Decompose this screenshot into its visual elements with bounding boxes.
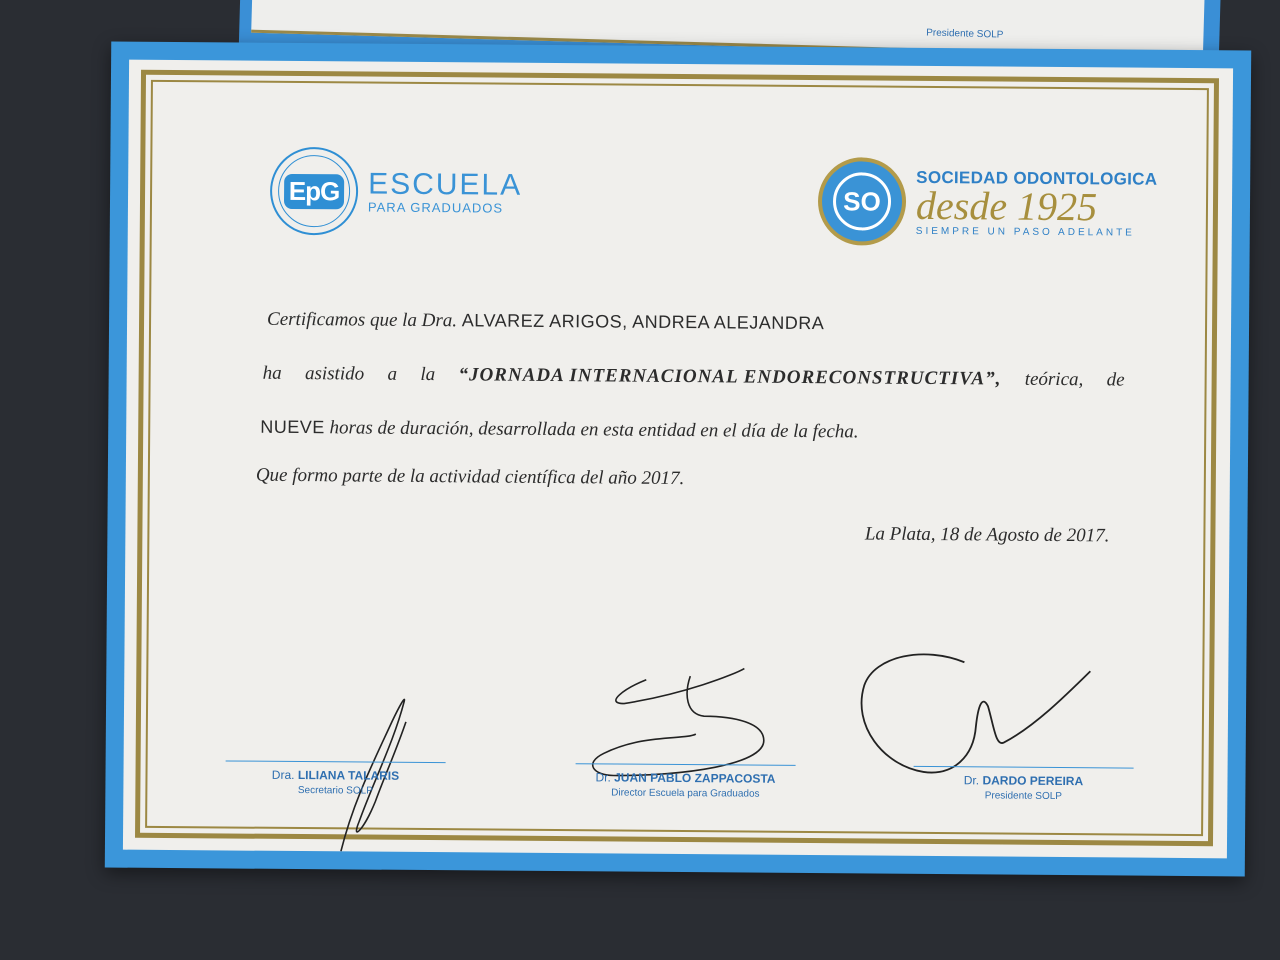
- signatory-name: DARDO PEREIRA: [982, 773, 1084, 789]
- signatory-title: Dr.: [963, 773, 980, 788]
- background-certificate-text: Presidente SOLP: [926, 27, 1004, 41]
- signatory-title: Dra.: [271, 767, 295, 782]
- epg-seal-icon: [270, 147, 359, 236]
- epg-seal-text: EpG: [284, 173, 345, 208]
- certificate: [105, 42, 1251, 877]
- attendance-word: a: [387, 363, 398, 385]
- sociedad-logo: [818, 157, 1158, 248]
- epg-wordmark: [368, 169, 522, 215]
- signatory-role: Director Escuela para Graduados: [611, 787, 760, 800]
- signatory-role: Presidente SOLP: [984, 790, 1063, 803]
- signatory-title: Dr.: [595, 770, 611, 785]
- signature-block: [913, 766, 1133, 803]
- signatory-name: LILIANA TALARIS: [297, 768, 400, 783]
- attendance-word: asistido: [304, 363, 365, 385]
- sociedad-seal-icon: [818, 157, 907, 246]
- sociedad-since: desde 1925: [915, 182, 1098, 229]
- attendance-word: de: [1106, 369, 1125, 391]
- sociedad-title: SOCIEDAD ODONTOLOGICA: [916, 167, 1158, 189]
- certificate-paper: [123, 60, 1233, 859]
- sociedad-wordmark: [916, 167, 1158, 238]
- issue-date: La Plata, 18 de Agosto de 2017.: [864, 523, 1110, 547]
- attendance-word: la: [420, 363, 436, 386]
- sociedad-tagline: SIEMPRE UN PASO ADELANTE: [915, 225, 1135, 239]
- epg-logo: [270, 147, 523, 237]
- course-name: “JORNADA INTERNACIONAL ENDORECONSTRUCTIVA”,: [458, 364, 1002, 390]
- signatory-name: JUAN PABLO ZAPPACOSTA: [614, 770, 776, 786]
- attendance-word: ha: [262, 362, 282, 384]
- signatory-name-row: [913, 773, 1133, 789]
- activity-line: Que formo parte de la actividad científica del año 2017.: [255, 464, 685, 490]
- certify-prefix: Certificamos que la Dra.: [267, 308, 458, 332]
- signatory-name-row: [225, 767, 445, 783]
- signatory-name-row: [575, 770, 795, 786]
- duration-text: horas de duración, desarrollada en esta entidad en el día de la fecha.: [329, 417, 859, 443]
- signatory-role: Secretario SOLP: [297, 785, 373, 797]
- attendance-word: teórica,: [1024, 368, 1084, 391]
- sociedad-seal-text: SO: [833, 172, 891, 230]
- recipient-name: ALVAREZ ARIGOS, ANDREA ALEJANDRA: [461, 310, 825, 334]
- signature-block: [575, 763, 795, 800]
- signature-block: [225, 760, 445, 797]
- epg-subtitle: PARA GRADUADOS: [367, 199, 504, 216]
- epg-title: ESCUELA: [368, 167, 523, 202]
- hours-count: NUEVE: [260, 416, 325, 438]
